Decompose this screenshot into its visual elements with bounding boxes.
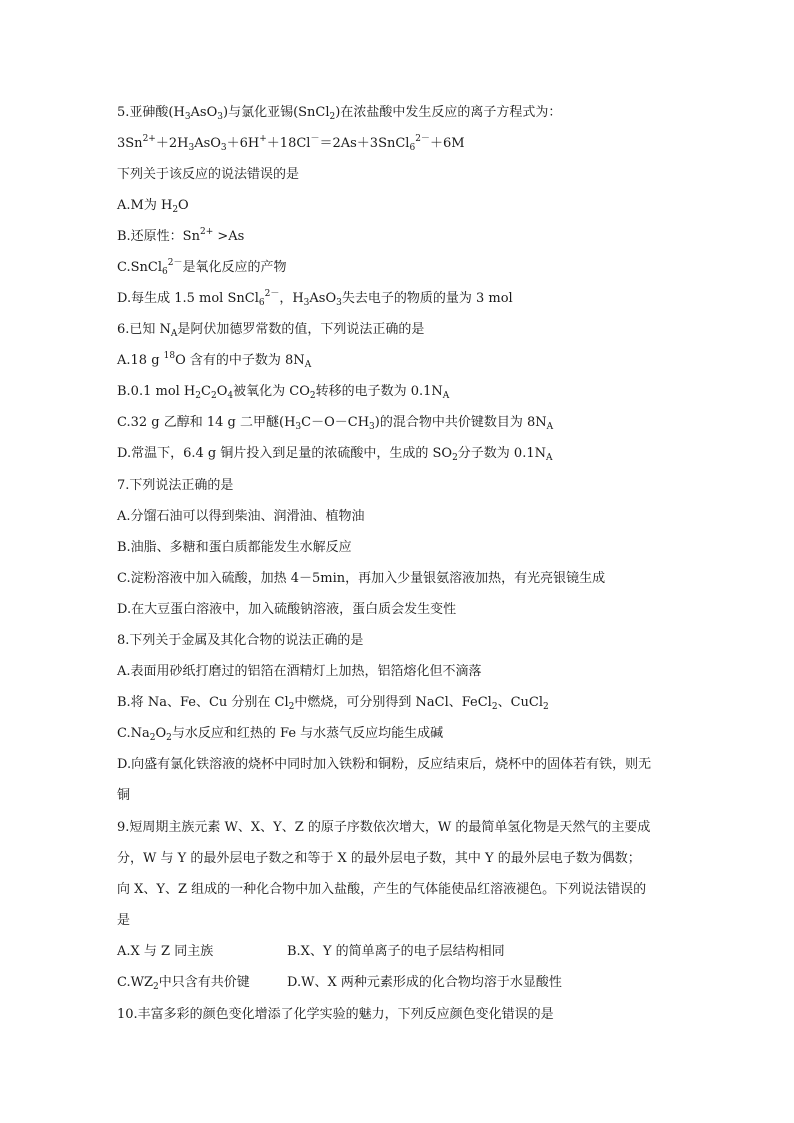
q8-option-c: $C.Na_2O_2$与水反应和红热的 Fe 与水蒸气反应均能生成碱 [117,726,444,743]
q7-option-b: B.油脂、多糖和蛋白质都能发生水解反应 [117,540,352,555]
q6-option-a: A.18 g $^{18}$O 含有的中子数为 $8N_A$ [117,351,312,370]
q8-stem: 8.下列关于金属及其化合物的说法正确的是 [117,633,364,648]
q8-option-b: B.将 Na、Fe、Cu 分别在 $Cl_2$中燃烧，可分别得到 NaCl、FeCl$_2$、CuCl$_2$ [117,695,549,712]
q5-option-a: A.M为 $H_2O$ [117,198,189,215]
q6-option-b: B.0.1 mol $H_2C_2O_4$被氧化为 $CO_2$转移的电子数为 $0.1N_A$ [117,384,450,401]
q5-option-b: B.还原性：$Sn^{2+} >As$ [117,227,245,244]
q9-option-d: D.W、X 两种元素形成的化合物均溶于水显酸性 [287,975,562,990]
q9-line4: 是 [117,913,131,928]
q9-option-b: B.X、Y 的简单离子的电子层结构相同 [287,944,505,959]
q5-option-d: D.每生成 1.5 mol SnCl$_6^{2-}$，$H_3AsO_3$失去电子的物质的量为 3 mol [117,289,513,308]
q5-option-c: C.SnCl$_6^{2-}$是氧化反应的产物 [117,258,287,277]
q10-stem: 10.丰富多彩的颜色变化增添了化学实验的魅力，下列反应颜色变化错误的是 [117,1007,554,1022]
q6-option-c: C.32 g 乙醇和 14 g 二甲醚$(H_3C-O-CH_3)$的混合物中共价键数目为 $8N_A$ [117,415,554,432]
q5-prompt: 下列关于该反应的说法错误的是 [117,167,300,182]
q6-stem: 6.已知 $N_A$是阿伏加德罗常数的值，下列说法正确的是 [117,322,425,339]
q5-equation: $3Sn^{2+}+2H_3AsO_3+6H^++18Cl^-=2As+3SnCl_6^{2-}+6M$ [117,134,465,153]
q8-option-d-line1: D.向盛有氯化铁溶液的烧杯中同时加入铁粉和铜粉，反应结束后，烧杯中的固体若有铁，则无 [117,757,652,772]
q9-option-a: A.X 与 Z 同主族 [117,944,214,959]
q9-options-row1 [117,943,213,961]
q8-option-d-line2: 铜 [117,788,131,803]
q6-option-d: D.常温下，6.4 g 铜片投入到足量的浓硫酸中，生成的 $SO_2$分子数为 $0.1N_A$ [117,446,553,463]
q9-option-c: $C.WZ_2$中只含有共价键 [117,975,250,992]
q5-stem: 5.亚砷酸$(H_3AsO_3)$与氯化亚锡(SnCl$_2$)在浓盐酸中发生反应的离子方程式为： [117,105,562,122]
q9-line2: 分，W 与 Y 的最外层电子数之和等于 X 的最外层电子数，其中 Y 的最外层电子数为偶数； [117,851,641,866]
q8-option-a: A.表面用砂纸打磨过的铝箔在酒精灯上加热，铝箔熔化但不滴落 [117,664,482,679]
q7-option-a: A.分馏石油可以得到柴油、润滑油、植物油 [117,509,365,524]
q7-option-d: D.在大豆蛋白溶液中，加入硫酸钠溶液，蛋白质会发生变性 [117,602,457,617]
q7-option-c: C.淀粉溶液中加入硫酸，加热 4－5min，再加入少量银氨溶液加热，有光亮银镜生成 [117,571,606,586]
q9-line1: 9.短周期主族元素 W、X、Y、Z 的原子序数依次增大，W 的最简单氢化物是天然气的主要成 [117,820,651,835]
q7-stem: 7.下列说法正确的是 [117,478,234,493]
q9-line3: 向 X、Y、Z 组成的一种化合物中加入盐酸，产生的气体能使品红溶液褪色。下列说法错误的 [117,882,647,897]
